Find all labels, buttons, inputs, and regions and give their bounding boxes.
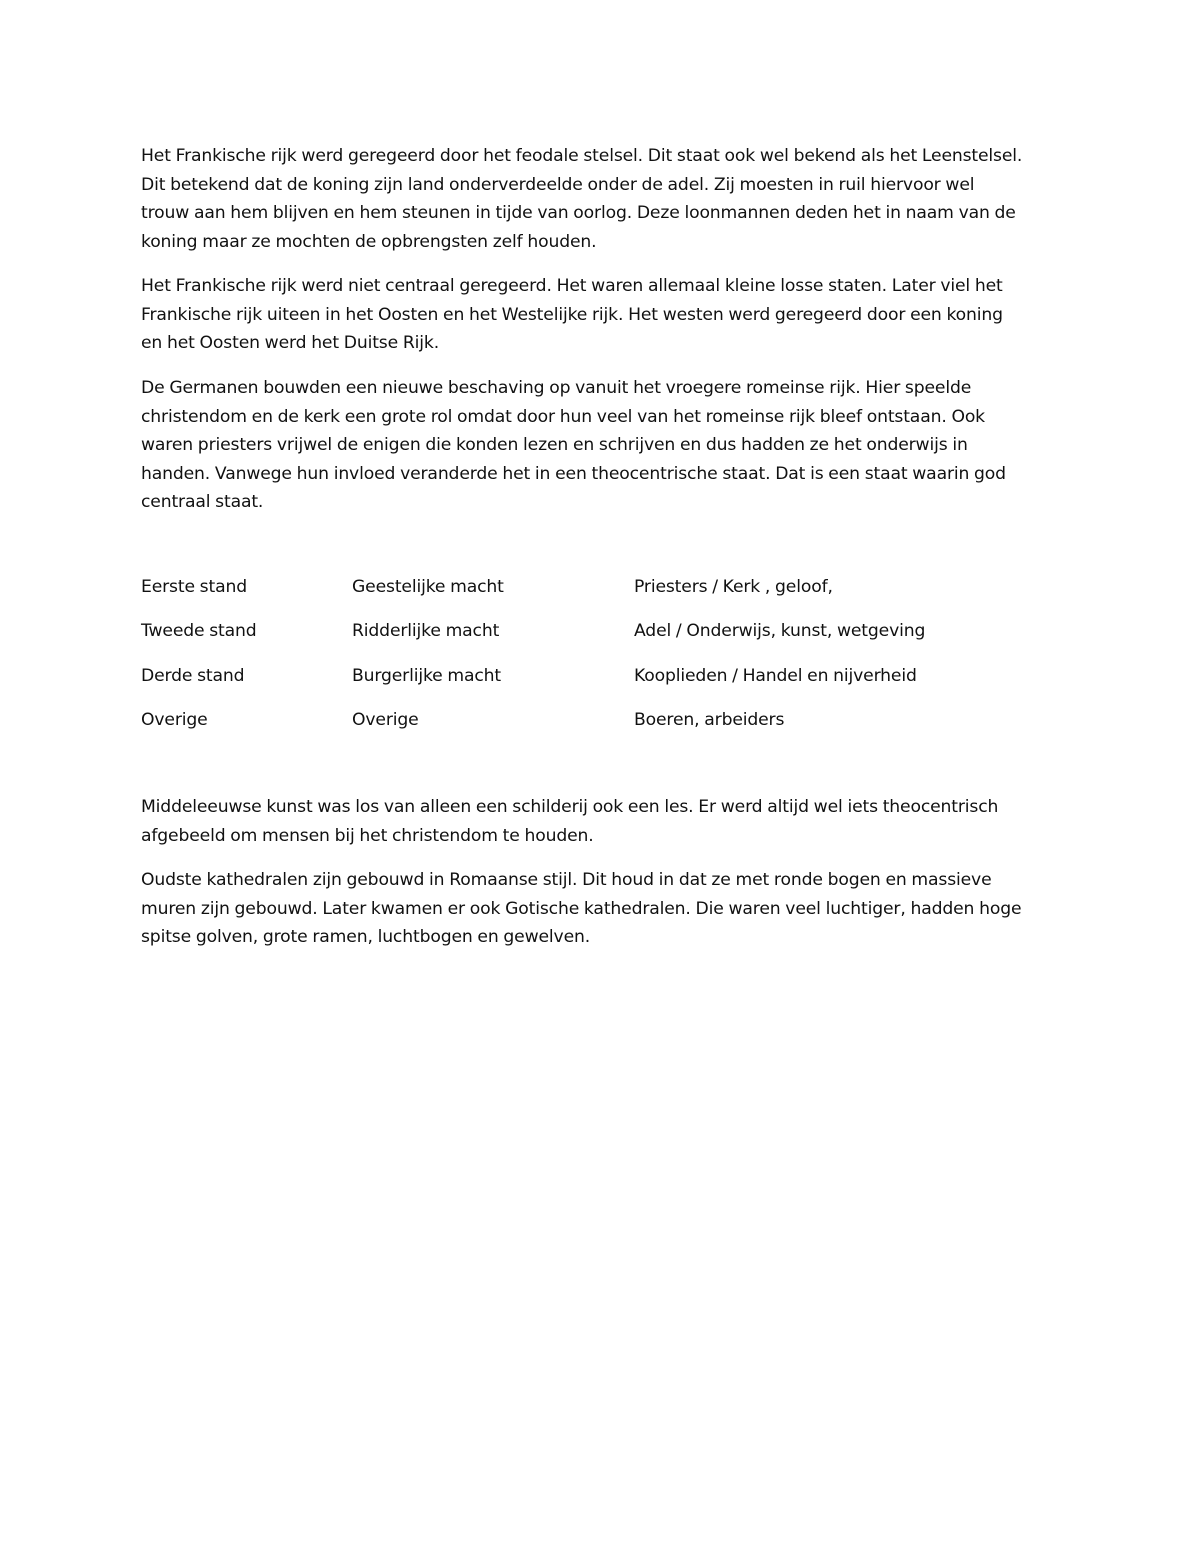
paragraph-frankische-rijk: Het Frankische rijk werd niet centraal geregeerd. Het waren allemaal kleine losse staten. Later viel het Frankische rijk uiteen in het Oosten en het Westelijke rijk. Het westen werd geregeerd door een koning en het Oosten werd het Duitse Rijk. bbox=[141, 276, 1003, 353]
table-row bbox=[141, 706, 1076, 734]
stand-cell: Derde stand bbox=[141, 666, 245, 686]
omschrijving-cell: Boeren, arbeiders bbox=[634, 710, 785, 730]
paragraph-feodale-stelsel: Het Frankische rijk werd geregeerd door het feodale stelsel. Dit staat ook wel bekend als het Leenstelsel. Dit betekend dat de koning zijn land onderverdeelde onder de adel. Zij moesten in ruil hiervoor wel trouw aan hem blijven en hem steunen in tijde van oorlog. Deze loonmannen deden het in naam van de koning maar ze mochten de opbrengsten zelf houden. bbox=[141, 146, 1023, 252]
macht-cell: Geestelijke macht bbox=[352, 577, 504, 597]
macht-cell: Burgerlijke macht bbox=[352, 666, 502, 686]
macht-cell: Overige bbox=[352, 710, 419, 730]
omschrijving-cell: Adel / Onderwijs, kunst, wetgeving bbox=[634, 621, 926, 641]
omschrijving-cell: Kooplieden / Handel en nijverheid bbox=[634, 666, 917, 686]
stand-cell: Overige bbox=[141, 710, 208, 730]
table-row bbox=[141, 573, 1076, 601]
paragraph-middeleeuwse-kunst: Middeleeuwse kunst was los van alleen een schilderij ook een les. Er werd altijd wel iets theocentrisch afgebeeld om mensen bij het christendom te houden. bbox=[141, 797, 999, 846]
paragraph-germanen: De Germanen bouwden een nieuwe beschaving op vanuit het vroegere romeinse rijk. Hier speelde christendom en de kerk een grote rol omdat door hun veel van het romeinse rijk bleef ontstaan. Ook waren priesters vrijwel de enigen die konden lezen en schrijven en dus hadden ze het onderwijs in handen. Vanwege hun invloed veranderde het in een theocentrische staat. Dat is een staat waarin god centraal staat. bbox=[141, 378, 1006, 512]
macht-cell: Ridderlijke macht bbox=[352, 621, 500, 641]
bottom-paragraphs bbox=[141, 793, 1076, 968]
document-body bbox=[141, 142, 1076, 947]
omschrijving-cell: Priesters / Kerk , geloof, bbox=[634, 577, 833, 597]
paragraph-kathedralen: Oudste kathedralen zijn gebouwd in Romaanse stijl. Dit houd in dat ze met ronde bogen en massieve muren zijn gebouwd. Later kwamen er ook Gotische kathedralen. Die waren veel luchtiger, hadden hoge spitse golven, grote ramen, luchtbogen en gewelven. bbox=[141, 870, 1022, 947]
table-row bbox=[141, 617, 1076, 645]
stand-cell: Tweede stand bbox=[141, 621, 257, 641]
table-row bbox=[141, 662, 1076, 690]
stand-cell: Eerste stand bbox=[141, 577, 247, 597]
